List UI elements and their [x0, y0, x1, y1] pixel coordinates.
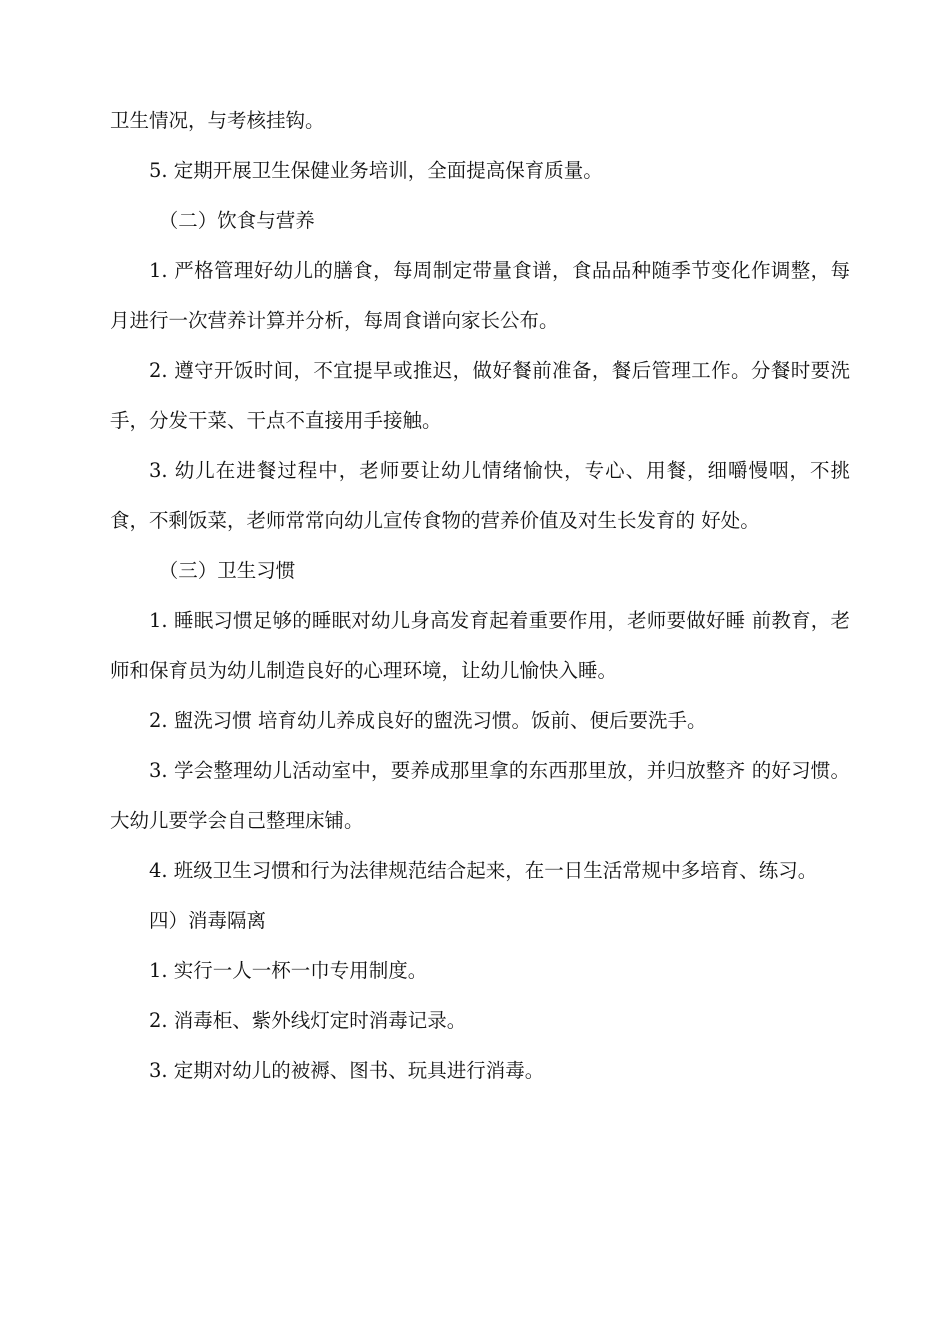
- paragraph-hygiene-continuation: 卫生情况，与考核挂钩。: [110, 109, 325, 132]
- paragraph-habits-item-3: 3. 学会整理幼儿活动室中，要养成那里拿的东西那里放，并归放整齐 的好习惯。大幼儿要学会自己整理床铺。: [110, 759, 850, 832]
- paragraph-diet-item-1: 1. 严格管理好幼儿的膳食，每周制定带量食谱，食品品种随季节变化作调整，每月进行一次营养计算并分析，每周食谱向家长公布。: [110, 259, 850, 332]
- paragraph-disinfection-item-1: 1. 实行一人一杯一巾专用制度。: [149, 959, 428, 982]
- paragraph-habits-item-1: 1. 睡眠习惯足够的睡眠对幼儿身高发育起着重要作用，老师要做好睡 前教育，老师和保育员为幼儿制造良好的心理环境，让幼儿愉快入睡。: [110, 609, 850, 682]
- paragraph-habits-item-2: 2. 盥洗习惯 培育幼儿养成良好的盥洗习惯。饭前、便后要洗手。: [149, 709, 707, 732]
- paragraph-disinfection-item-3: 3. 定期对幼儿的被褥、图书、玩具进行消毒。: [149, 1059, 545, 1082]
- paragraph-diet-item-3: 3. 幼儿在进餐过程中，老师要让幼儿情绪愉快，专心、用餐，细嚼慢咽，不挑食，不剩饭菜，老师常常向幼儿宣传食物的营养价值及对生长发育的 好处。: [110, 459, 850, 532]
- section-heading-hygiene-habits: （三）卫生习惯: [158, 559, 296, 582]
- paragraph-habits-item-4: 4. 班级卫生习惯和行为法律规范结合起来，在一日生活常规中多培育、练习。: [149, 859, 818, 882]
- paragraph-disinfection-item-2: 2. 消毒柜、紫外线灯定时消毒记录。: [149, 1009, 467, 1032]
- paragraph-item-5-training: 5. 定期开展卫生保健业务培训，全面提高保育质量。: [149, 159, 603, 182]
- section-heading-disinfection: 四）消毒隔离: [149, 909, 267, 932]
- paragraph-diet-item-2: 2. 遵守开饭时间，不宜提早或推迟，做好餐前准备，餐后管理工作。分餐时要洗手，分发干菜、干点不直接用手接触。: [110, 359, 850, 432]
- section-heading-diet-nutrition: （二）饮食与营养: [158, 209, 315, 232]
- document-body: [110, 96, 850, 1096]
